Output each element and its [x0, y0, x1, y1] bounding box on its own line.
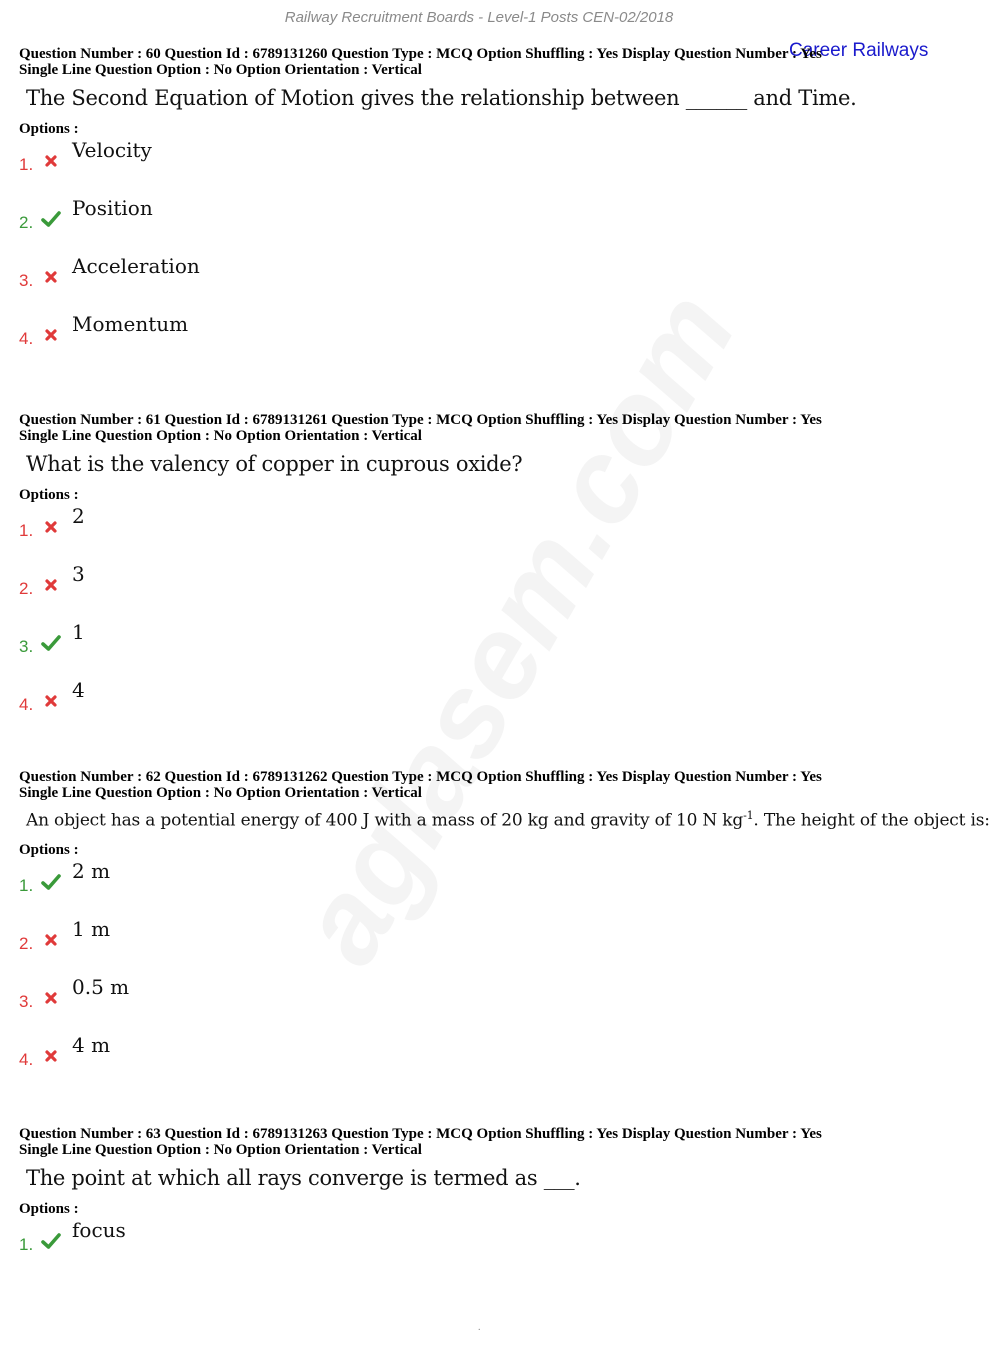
cross-icon	[41, 691, 61, 711]
question-text: The point at which all rays converge is termed as ___.	[26, 1166, 581, 1190]
option-number: 3.	[19, 991, 34, 1011]
option-3	[19, 975, 944, 1033]
checkmark-icon	[41, 209, 61, 229]
cross-icon	[41, 325, 61, 345]
options-list	[19, 504, 944, 736]
question-text: The Second Equation of Motion gives the relationship between ______ and Time.	[26, 86, 857, 110]
option-4	[19, 312, 944, 370]
option-number: 2.	[19, 213, 34, 232]
cross-icon	[41, 930, 61, 950]
option-text: 1	[72, 620, 85, 644]
option-1	[19, 1218, 944, 1276]
option-text: 2	[72, 504, 85, 528]
cross-icon	[41, 988, 61, 1008]
question-text-superscript: -1	[743, 809, 754, 822]
cross-icon	[41, 517, 61, 537]
option-2	[19, 562, 944, 620]
question-meta-line2: Single Line Question Option : No Option Orientation : Vertical	[19, 1142, 422, 1158]
question-meta-line2: Single Line Question Option : No Option Orientation : Vertical	[19, 785, 422, 801]
question-62	[19, 769, 990, 1091]
option-text: Acceleration	[72, 254, 200, 278]
question-63	[19, 1126, 944, 1276]
question-text: What is the valency of copper in cuprous oxide?	[26, 452, 523, 476]
question-text	[26, 809, 990, 831]
question-text-part2: . The height of the object is:	[753, 810, 990, 831]
option-number: 2.	[19, 933, 34, 953]
option-text: 2 m	[72, 858, 111, 883]
question-61	[19, 412, 944, 736]
option-number: 3.	[19, 271, 34, 290]
question-meta-line1: Question Number : 62 Question Id : 6789131262 Question Type : MCQ Option Shuffling : Yes Display Question Number : Yes	[19, 769, 822, 785]
option-4	[19, 1033, 944, 1091]
option-number: 2.	[19, 579, 34, 598]
option-number: 4.	[19, 1049, 34, 1069]
option-1	[19, 504, 944, 562]
cross-icon	[41, 575, 61, 595]
career-railways-link[interactable]: Career Railways	[789, 40, 929, 61]
footer-mark: .	[478, 1322, 481, 1333]
options-label: Options :	[19, 1201, 79, 1217]
options-label: Options :	[19, 487, 79, 503]
options-list	[19, 1218, 944, 1276]
cross-icon	[41, 151, 61, 171]
page-header: Railway Recruitment Boards - Level-1 Posts CEN-02/2018	[284, 9, 674, 26]
options-label: Options :	[19, 841, 79, 858]
option-number: 4.	[19, 329, 34, 348]
option-number: 1.	[19, 1235, 34, 1254]
question-meta-line2: Single Line Question Option : No Option Orientation : Vertical	[19, 62, 422, 78]
option-text: 1 m	[72, 916, 111, 941]
option-text: focus	[72, 1218, 126, 1242]
option-text: Momentum	[72, 312, 189, 336]
option-text: 4	[72, 678, 85, 702]
question-meta-line1: Question Number : 63 Question Id : 6789131263 Question Type : MCQ Option Shuffling : Yes Display Question Number : Yes	[19, 1126, 822, 1142]
option-text: 3	[72, 562, 85, 586]
option-4	[19, 678, 944, 736]
question-60	[19, 46, 944, 370]
option-number: 1.	[19, 875, 34, 895]
options-list	[19, 138, 944, 370]
cross-icon	[41, 1046, 61, 1066]
option-3	[19, 620, 944, 678]
question-meta-line1: Question Number : 60 Question Id : 6789131260 Question Type : MCQ Option Shuffling : Yes Display Question Number : Yes	[19, 46, 822, 62]
question-text-part1: An object has a potential energy of 400 J with a mass of 20 kg and gravity of 10 N kg	[26, 810, 744, 831]
option-text: Velocity	[72, 138, 152, 162]
option-number: 1.	[19, 155, 34, 174]
options-list	[19, 859, 944, 1091]
question-meta-line2: Single Line Question Option : No Option Orientation : Vertical	[19, 428, 422, 444]
option-number: 4.	[19, 695, 34, 714]
checkmark-icon	[41, 633, 61, 653]
option-text: 0.5 m	[72, 974, 130, 999]
option-1	[19, 859, 944, 917]
option-text: Position	[72, 196, 153, 220]
option-2	[19, 196, 944, 254]
checkmark-icon	[41, 872, 61, 892]
options-label: Options :	[19, 121, 79, 137]
option-text: 4 m	[72, 1032, 111, 1057]
cross-icon	[41, 267, 61, 287]
question-meta-line1: Question Number : 61 Question Id : 6789131261 Question Type : MCQ Option Shuffling : Yes Display Question Number : Yes	[19, 412, 822, 428]
checkmark-icon	[41, 1231, 61, 1251]
option-2	[19, 917, 944, 975]
option-number: 3.	[19, 637, 34, 656]
option-number: 1.	[19, 521, 34, 540]
option-3	[19, 254, 944, 312]
option-1	[19, 138, 944, 196]
